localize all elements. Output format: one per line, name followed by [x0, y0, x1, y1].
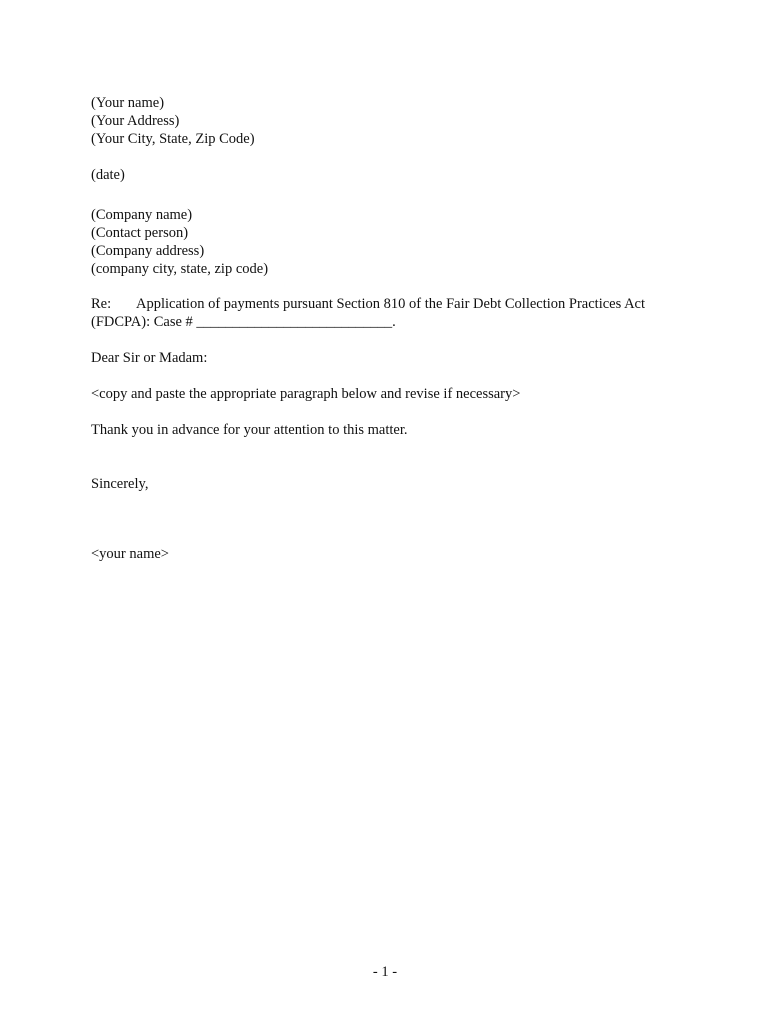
letter-date: (date) — [91, 167, 125, 183]
signature-placeholder: <your name> — [91, 546, 169, 562]
subject-label: Re: — [91, 296, 112, 312]
sender-block — [91, 94, 255, 148]
recipient-company-name: (Company name) — [91, 207, 193, 223]
salutation: Dear Sir or Madam: — [91, 350, 208, 366]
subject-line-1 — [91, 295, 691, 313]
recipient-contact-person: (Contact person) — [91, 225, 189, 241]
subject-text: Application of payments pursuant Section 810 of the Fair Debt Collection Practices Act — [136, 296, 646, 312]
recipient-city-state-zip: (company city, state, zip code) — [91, 261, 269, 277]
recipient-company-address: (Company address) — [91, 243, 205, 259]
sender-city-state-zip: (Your City, State, Zip Code) — [91, 131, 255, 147]
subject-line-2: (FDCPA): Case # ___________________________. — [91, 314, 396, 330]
date-line — [91, 166, 125, 184]
sender-address: (Your Address) — [91, 113, 180, 129]
instruction-placeholder: <copy and paste the appropriate paragraph below and revise if necessary> — [91, 386, 521, 402]
recipient-block — [91, 206, 268, 278]
thanks-paragraph: Thank you in advance for your attention to this matter. — [91, 422, 408, 438]
sender-name: (Your name) — [91, 95, 165, 111]
page-number: - 1 - — [372, 964, 398, 980]
closing: Sincerely, — [91, 476, 149, 492]
subject-block — [91, 295, 691, 331]
